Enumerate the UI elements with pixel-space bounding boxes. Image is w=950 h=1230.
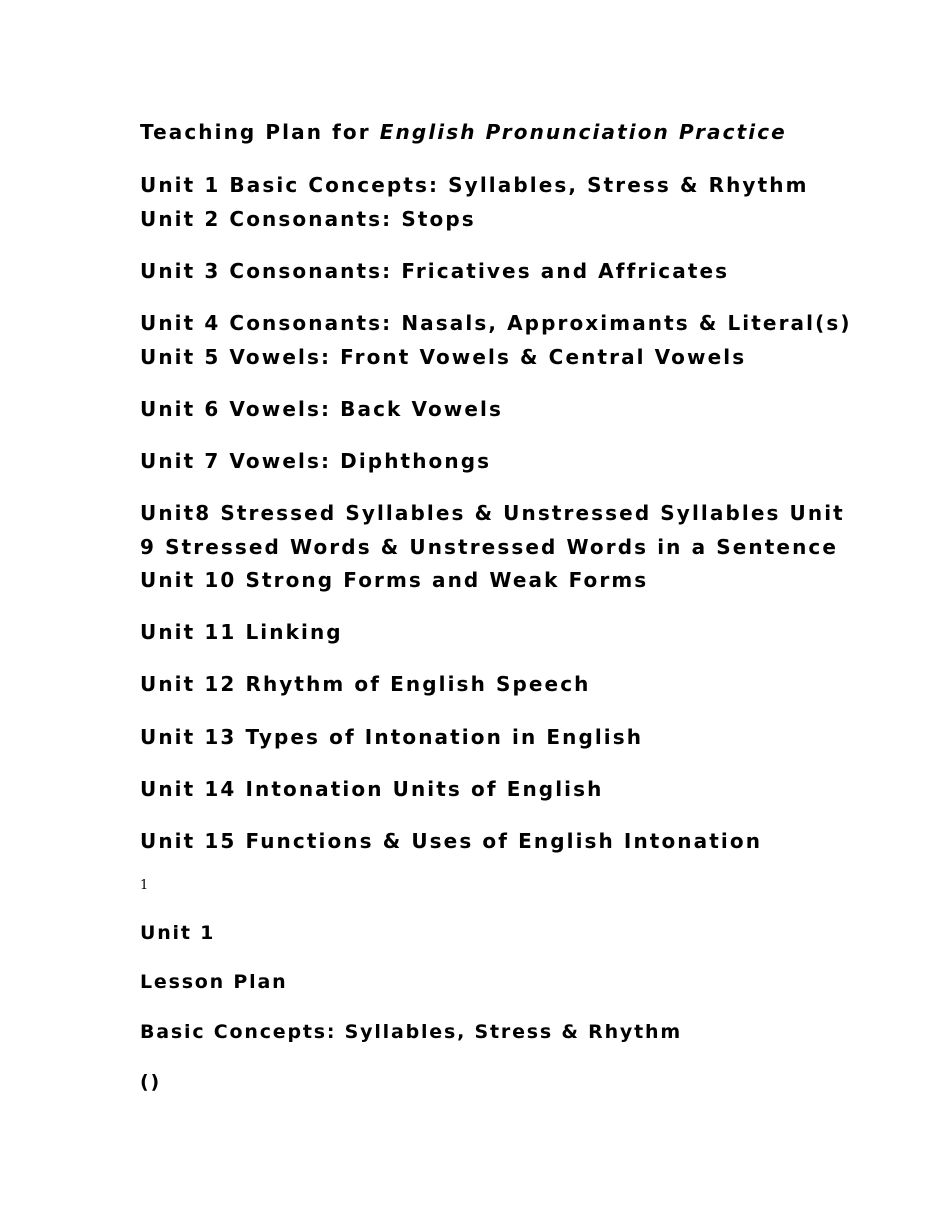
toc-line-15: Unit 15 Functions & Uses of English Intonation xyxy=(140,829,763,853)
page-number: 1 xyxy=(140,878,149,893)
lesson-parens: () xyxy=(140,1071,161,1093)
toc-line-1: Unit 1 Basic Concepts: Syllables, Stress & Rhythm xyxy=(140,173,809,197)
lesson-unit: Unit 1 xyxy=(140,922,216,944)
toc-line-12: Unit 12 Rhythm of English Speech xyxy=(140,672,591,696)
toc-line-4: Unit 4 Consonants: Nasals, Approximants & Literal(s) xyxy=(140,311,852,335)
title-prefix: Teaching Plan for xyxy=(140,120,380,144)
toc-line-8: Unit8 Stressed Syllables & Unstressed Syllables Unit xyxy=(140,501,845,525)
toc-line-14: Unit 14 Intonation Units of English xyxy=(140,777,604,801)
toc-line-11: Unit 11 Linking xyxy=(140,620,343,644)
toc-line-13: Unit 13 Types of Intonation in English xyxy=(140,725,644,749)
title-book-name: English Pronunciation Practice xyxy=(379,120,787,144)
toc-line-10: Unit 10 Strong Forms and Weak Forms xyxy=(140,568,649,592)
toc-line-2: Unit 2 Consonants: Stops xyxy=(140,207,476,231)
toc-line-5: Unit 5 Vowels: Front Vowels & Central Vowels xyxy=(140,345,747,369)
lesson-heading: Lesson Plan xyxy=(140,971,288,993)
toc-line-7: Unit 7 Vowels: Diphthongs xyxy=(140,449,492,473)
toc-line-6: Unit 6 Vowels: Back Vowels xyxy=(140,397,504,421)
toc-line-9: 9 Stressed Words & Unstressed Words in a Sentence xyxy=(140,535,839,559)
toc-line-3: Unit 3 Consonants: Fricatives and Affricates xyxy=(140,259,730,283)
lesson-topic: Basic Concepts: Syllables, Stress & Rhythm xyxy=(140,1021,682,1043)
document-title xyxy=(140,119,787,145)
